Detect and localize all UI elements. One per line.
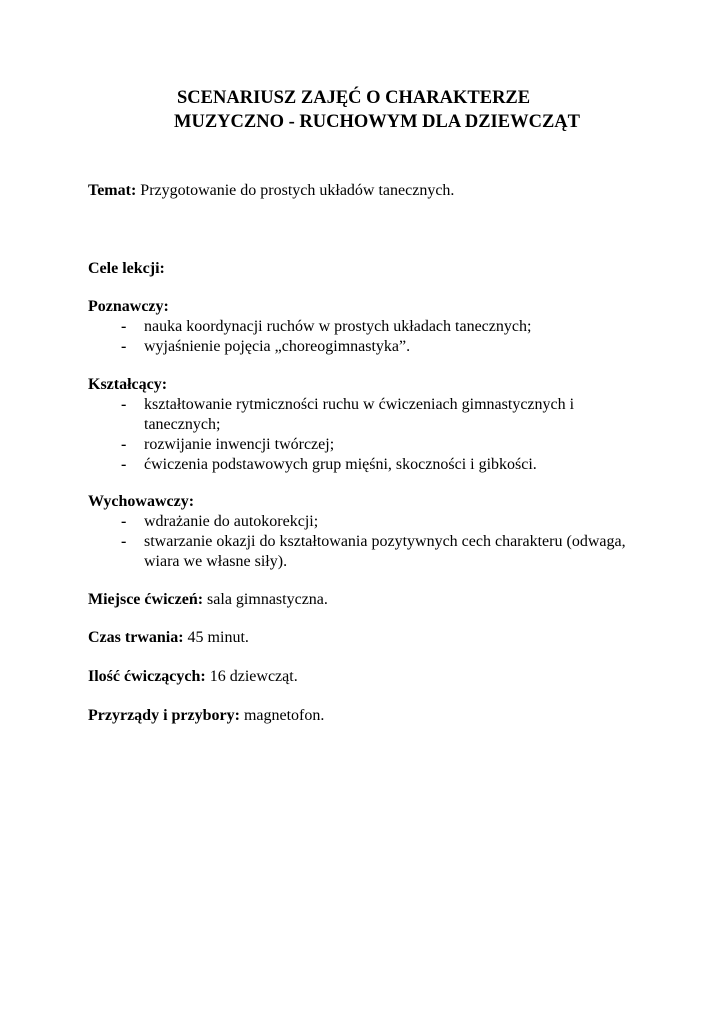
list-item-text: kształtowanie rytmiczności ruchu w ćwiczeniach gimnastycznych i tanecznych; <box>144 396 575 433</box>
educational-goals-heading: Kształcący: <box>88 376 168 393</box>
list-item-text: rozwijanie inwencji twórczej; <box>144 436 335 453</box>
bullet-dash: - <box>121 338 127 355</box>
duration-value: 45 minut. <box>183 629 249 646</box>
bullet-dash: - <box>121 436 127 453</box>
list-item-text: stwarzanie okazji do kształtowania pozytywnych cech charakteru (odwaga, wiara we własne siły). <box>144 533 626 570</box>
duration-label: Czas trwania: <box>88 629 184 646</box>
title-line-2: MUZYCZNO - RUCHOWYM DLA DZIEWCZĄT <box>174 112 580 132</box>
topic-value: Przygotowanie do prostych układów tanecznych. <box>136 182 455 199</box>
list-item-text: wdrażanie do autokorekcji; <box>144 513 319 530</box>
list-item-text: wyjaśnienie pojęcia „choreogimnastyka”. <box>144 338 411 355</box>
upbringing-goals-heading: Wychowawczy: <box>88 493 195 510</box>
document-title <box>0 86 724 134</box>
bullet-dash: - <box>121 456 127 473</box>
place-line <box>88 590 328 610</box>
list-item <box>88 512 648 532</box>
upbringing-goals-list <box>88 512 648 572</box>
bullet-dash: - <box>121 533 127 550</box>
participants-value: 16 dziewcząt. <box>205 668 298 685</box>
equipment-label: Przyrządy i przybory: <box>88 707 240 724</box>
list-item-text: nauka koordynacji ruchów w prostych układach tanecznych; <box>144 318 532 335</box>
cognitive-goals-list <box>88 317 648 357</box>
topic-line <box>88 181 454 201</box>
participants-label: Ilość ćwiczących: <box>88 668 206 685</box>
list-item-text: ćwiczenia podstawowych grup mięśni, skoczności i gibkości. <box>144 456 537 473</box>
bullet-dash: - <box>121 396 127 413</box>
place-label: Miejsce ćwiczeń: <box>88 591 204 608</box>
list-item <box>88 532 648 572</box>
title-line-1: SCENARIUSZ ZAJĘĆ O CHARAKTERZE <box>177 88 531 108</box>
list-item <box>88 317 648 337</box>
list-item <box>88 435 648 455</box>
bullet-dash: - <box>121 513 127 530</box>
bullet-dash: - <box>121 318 127 335</box>
list-item <box>88 337 648 357</box>
participants-line <box>88 667 298 687</box>
equipment-line <box>88 706 324 726</box>
list-item <box>88 395 648 435</box>
cognitive-goals-heading: Poznawczy: <box>88 298 169 315</box>
educational-goals-list <box>88 395 648 475</box>
duration-line <box>88 628 249 648</box>
list-item <box>88 455 648 475</box>
equipment-value: magnetofon. <box>239 707 325 724</box>
place-value: sala gimnastyczna. <box>203 591 328 608</box>
lesson-goals-heading: Cele lekcji: <box>88 260 165 277</box>
topic-label: Temat: <box>88 182 137 199</box>
